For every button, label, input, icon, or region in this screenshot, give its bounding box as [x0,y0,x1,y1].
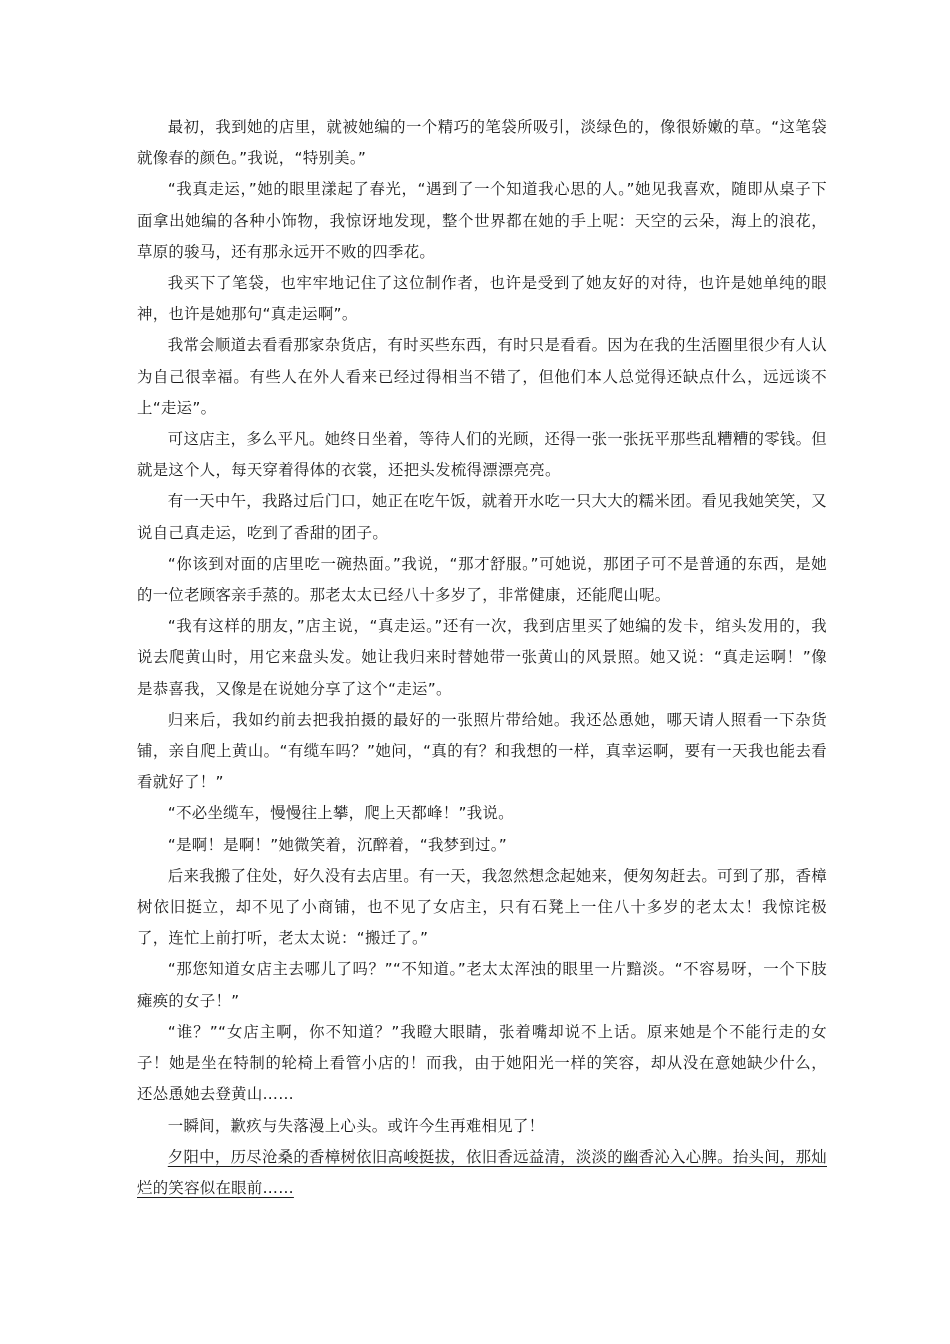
paragraph-7: “你该到对面的店里吃一碗热面。”我说，“那才舒服。”可她说，那团子可不是普通的东西，是她的一位老顾客亲手蒸的。那老太太已经八十多岁了，非常健康，还能爬山呢。 [137,554,827,605]
paragraph-15: 一瞬间，歉疚与失落漫上心头。或许今生再难相见了！ [167,1116,545,1135]
paragraph-5: 可这店主，多么平凡。她终日坐着，等待人们的光顾，还得一张一张抚平那些乱糟糟的零钱。但就是这个人，每天穿着得体的衣裳，还把头发梳得漂漂亮亮。 [137,430,827,480]
paragraph-13: “那您知道女店主去哪儿了吗？”“不知道。”老太太浑浊的眼里一片黯淡。“不容易呀，一个下肢瘫痪的女子！” [137,960,827,1010]
paragraph-1: 最初，我到她的店里，就被她编的一个精巧的笔袋所吸引，淡绿色的，像很娇嫩的草。“这笔袋就像春的颜色。”我说，“特别美。” [137,118,827,168]
paragraph-14: “谁？”“女店主啊，你不知道？”我瞪大眼睛，张着嘴却说不上话。原来她是个不能行走的女子！她是坐在特制的轮椅上看管小店的！而我，由于她阳光一样的笑容，却从没在意她缺少什么，还怂恿她去登黄山…… [137,1022,827,1104]
paragraph-11: “是啊！是啊！”她微笑着，沉醉着，“我梦到过。” [167,835,508,854]
paragraph-2: “我真走运，”她的眼里漾起了春光，“遇到了一个知道我心思的人。”她见我喜欢，随即从桌子下面拿出她编的各种小饰物，我惊讶地发现，整个世界都在她的手上呢：天空的云朵，海上的浪花，草原的骏马，还有那永远开不败的四季花。 [137,180,827,261]
paragraph-12: 后来我搬了住处，好久没有去店里。有一天，我忽然想念起她来，便匆匆赶去。可到了那，香樟树依旧挺立，却不见了小商铺，也不见了女店主，只有石凳上一住八十多岁的老太太！我惊诧极了，连忙上前打听，老太太说：“搬迁了。” [137,866,827,948]
underlined-sentence: 夕阳中，历尽沧桑的香樟树依旧高峻挺拔，依旧香远益清，淡淡的幽香沁入心脾。抬头间，那灿烂的笑容似在眼前…… [137,1147,827,1197]
paragraph-8: “我有这样的朋友，”店主说，“真走运。”还有一次，我到店里买了她编的发卡，绾头发用的，我说去爬黄山时，用它来盘头发。她让我归来时替她带一张黄山的风景照。她又说：“真走运啊！”像是恭喜我，又像是在说她分享了这个“走运”。 [137,617,827,698]
paragraph-10: “不必坐缆车，慢慢往上攀，爬上天都峰！”我说。 [167,804,514,823]
paragraph-3: 我买下了笔袋，也牢牢地记住了这位制作者，也许是受到了她友好的对待，也许是她单纯的眼神，也许是她那句“真走运啊”。 [137,274,827,324]
paragraph-4: 我常会顺道去看看那家杂货店，有时买些东西，有时只是看看。因为在我的生活圈里很少有人认为自己很幸福。有些人在外人看来已经过得相当不错了，但他们本人总觉得还缺点什么，远远谈不上“走运”。 [137,336,827,417]
paragraph-6: 有一天中午，我路过后门口，她正在吃午饭，就着开水吃一只大大的糯米团。看见我她笑笑，又说自己真走运，吃到了香甜的团子。 [137,492,827,542]
paragraph-9: 归来后，我如约前去把我拍摄的最好的一张照片带给她。我还怂恿她，哪天请人照看一下杂货铺，亲自爬上黄山。“有缆车吗？”她问，“真的有？和我想的一样，真幸运啊，要有一天我也能去看看就好了！” [137,710,827,792]
article-body [137,112,827,1204]
final-paragraph [137,1142,827,1204]
